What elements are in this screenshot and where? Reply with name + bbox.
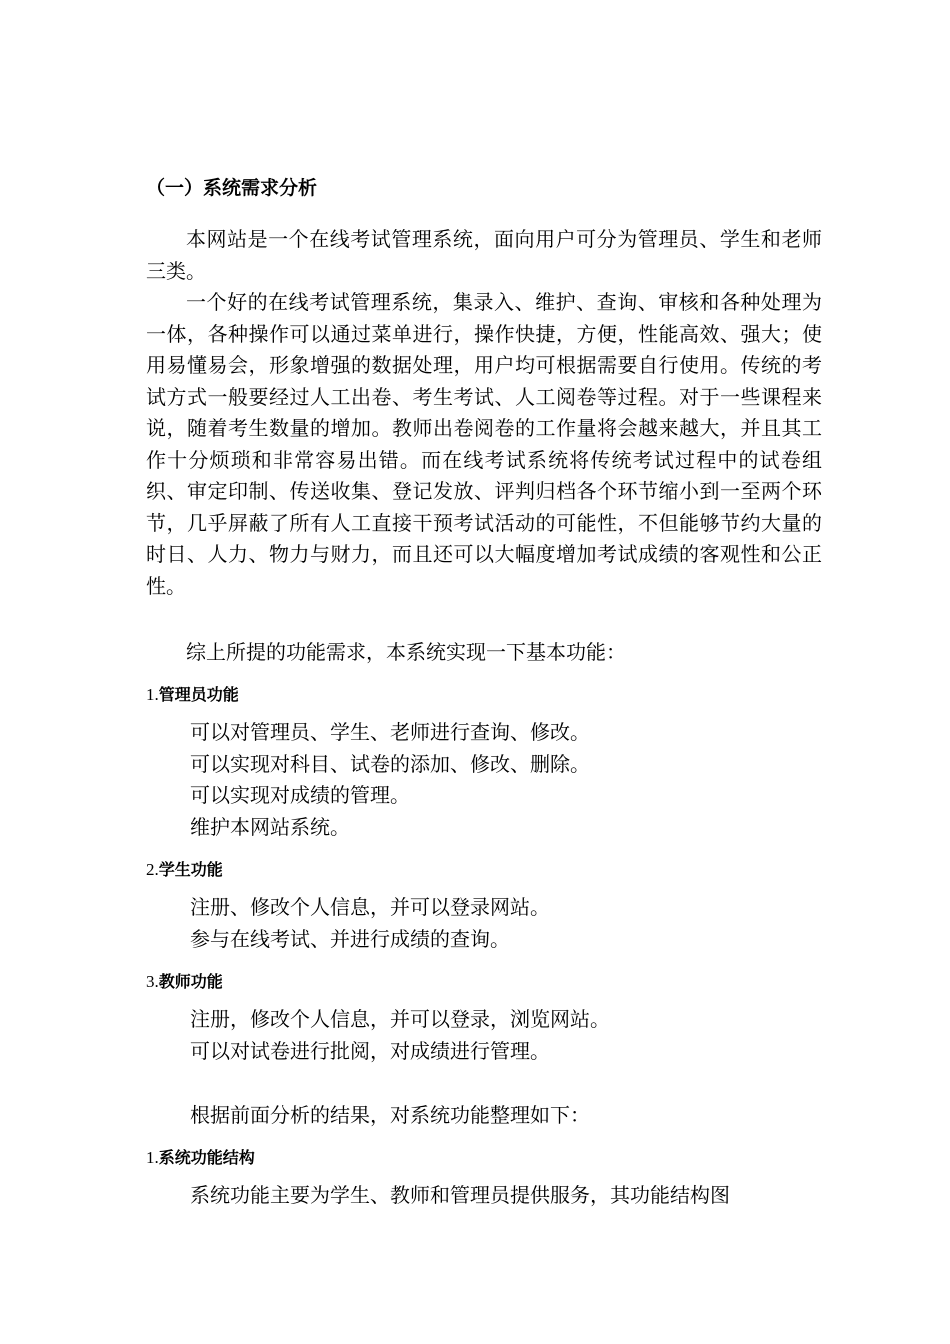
description-paragraph: 一个好的在线考试管理系统，集录入、维护、查询、审核和各种处理为一体，各种操作可以通过菜单进行，操作快捷，方便，性能高效、强大；使用易懂易会，形象增强的数据处理，用户均可根据需要自行使用。传统的考试方式一般要经过人工出卷、考生考试、人工阅卷等过程。对于一些课程来说，随着考生数量的增加。教师出卷阅卷的工作量将会越来越大，并且其工作十分烦琐和非常容易出错。而在线考试系统将传统考试过程中的试卷组织、审定印制、传送收集、登记发放、评判归档各个环节缩小到一至两个环节，几乎屏蔽了所有人工直接干预考试活动的可能性，不但能够节约大量的时日、人力、物力与财力，而且还可以大幅度增加考试成绩的客观性和公正性。 — [146, 290, 822, 598]
teacher-item-2: 可以对试卷进行批阅，对成绩进行管理。 — [190, 1039, 550, 1063]
admin-item-4: 维护本网站系统。 — [190, 815, 350, 839]
structure-heading — [146, 1147, 255, 1169]
function-summary-paragraph: 综上所提的功能需求，本系统实现一下基本功能： — [186, 640, 626, 664]
structure-heading-number: 1. — [146, 1148, 159, 1167]
teacher-heading-number: 3. — [146, 972, 159, 991]
admin-functions-heading — [146, 684, 239, 706]
admin-item-1: 可以对管理员、学生、老师进行查询、修改。 — [190, 720, 590, 744]
student-item-1: 注册、修改个人信息，并可以登录网站。 — [190, 895, 550, 919]
teacher-item-1: 注册，修改个人信息，并可以登录，浏览网站。 — [190, 1007, 610, 1031]
teacher-heading-title: 教师功能 — [158, 972, 223, 991]
intro-paragraph: 本网站是一个在线考试管理系统，面向用户可分为管理员、学生和老师三类。 — [146, 227, 822, 283]
admin-heading-title: 管理员功能 — [158, 685, 239, 704]
admin-heading-number: 1. — [146, 685, 159, 704]
admin-item-3: 可以实现对成绩的管理。 — [190, 783, 410, 807]
structure-heading-title: 系统功能结构 — [158, 1148, 255, 1167]
student-heading-number: 2. — [146, 860, 159, 879]
teacher-functions-heading — [146, 971, 223, 993]
admin-item-2: 可以实现对科目、试卷的添加、修改、删除。 — [190, 752, 590, 776]
student-functions-heading — [146, 859, 223, 881]
student-item-2: 参与在线考试、并进行成绩的查询。 — [190, 927, 510, 951]
section-heading: （一）系统需求分析 — [146, 177, 318, 199]
structure-text: 系统功能主要为学生、教师和管理员提供服务，其功能结构图 — [190, 1183, 730, 1207]
summary-intro: 根据前面分析的结果，对系统功能整理如下： — [190, 1103, 590, 1127]
student-heading-title: 学生功能 — [158, 860, 223, 879]
